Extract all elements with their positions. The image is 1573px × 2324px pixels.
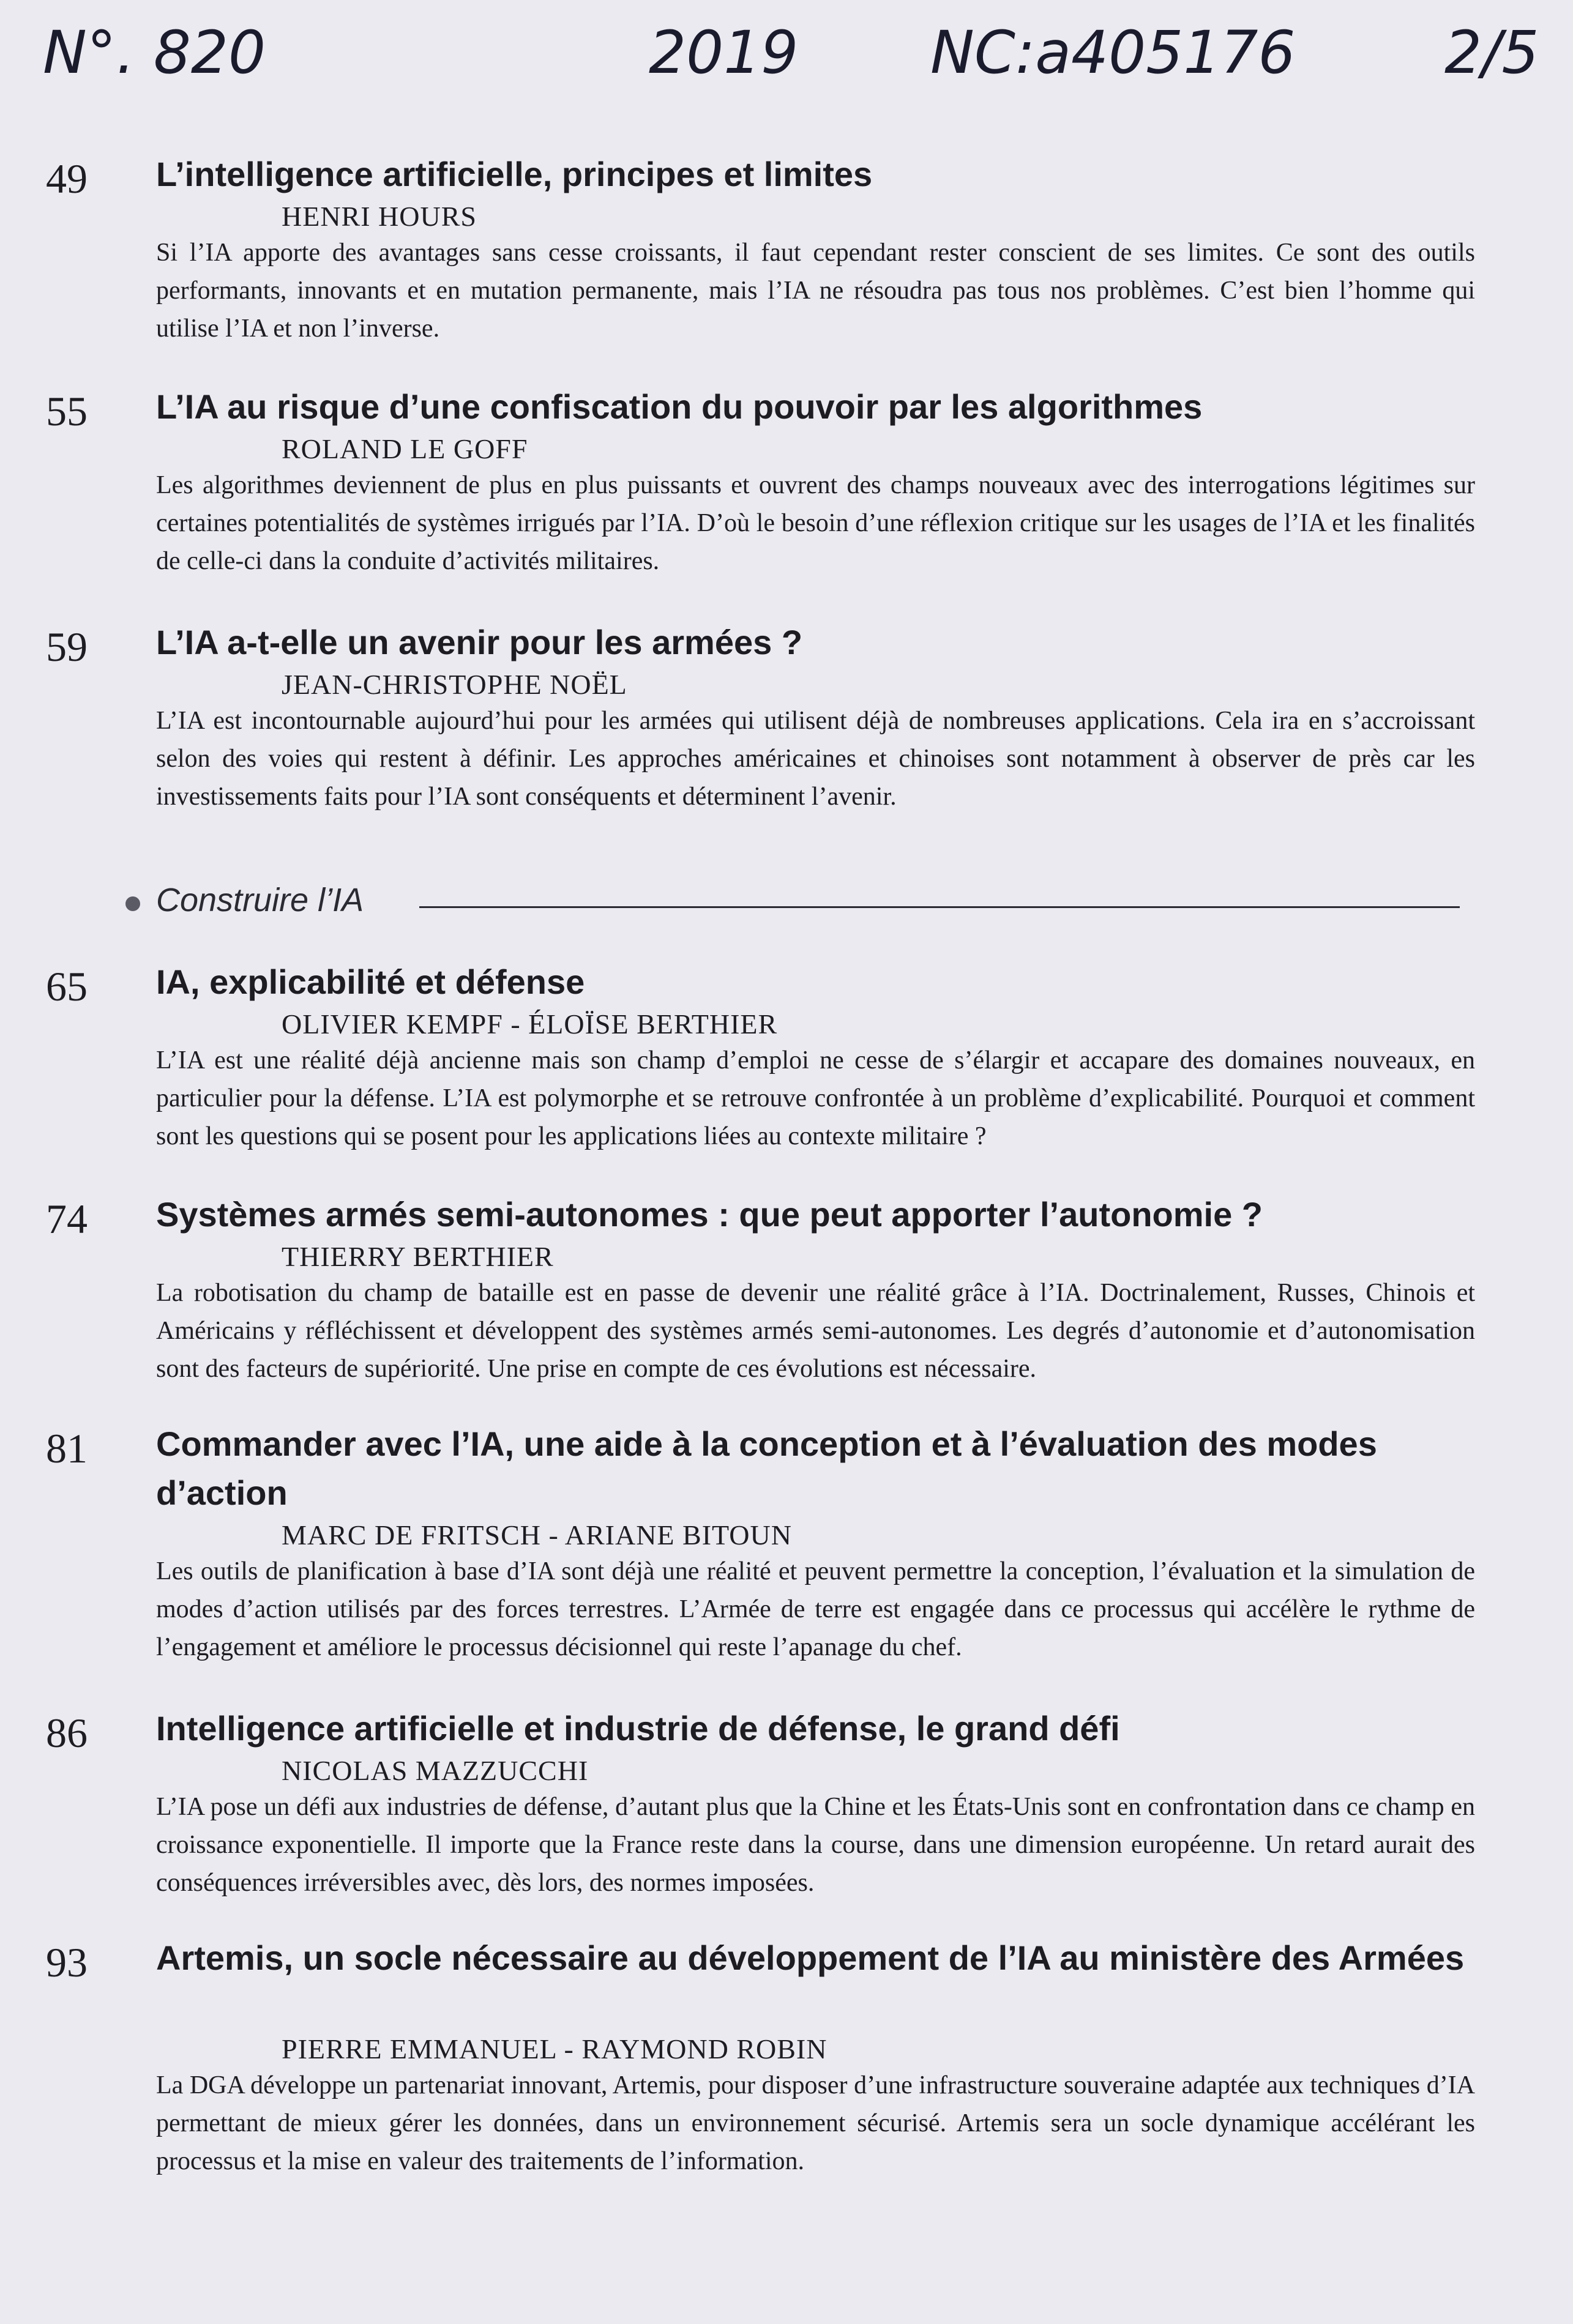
entry-title: Intelligence artificielle et industrie de défense, le grand défi — [156, 1709, 1120, 1748]
entry-page-number: 74 — [46, 1196, 88, 1242]
stamp-page: 2/5 — [1444, 18, 1539, 87]
stamp-reference: NC:a405176 — [930, 18, 1296, 87]
entry-author: PIERRE EMMANUEL - RAYMOND ROBIN — [282, 2033, 828, 2065]
entry-page-number: 49 — [46, 155, 88, 202]
section-label: Construire l’IA — [156, 882, 364, 918]
section-rule — [419, 906, 1460, 908]
entry-description: La robotisation du champ de bataille est en passe de devenir une réalité grâce à l’IA. Doctrinalement, Russes, Chinois et Américains y réfléchissent et développent des systèmes armés semi-autonomes. Les degrés d’autonomie et d’autonomisation sont des facteurs de supériorité. Une prise en compte de ces évolutions est nécessaire. — [156, 1279, 1475, 1383]
entry-author: MARC DE FRITSCH - ARIANE BITOUN — [282, 1519, 792, 1551]
entry-description: L’IA pose un défi aux industries de défense, d’autant plus que la Chine et les États-Unis sont en confrontation dans ce champ en croissance exponentielle. Il importe que la France reste dans la course, dans une dimension européenne. Un retard aurait des conséquences irréversibles avec, dès lors, des normes imposées. — [156, 1793, 1475, 1897]
entry-page-number: 55 — [46, 388, 88, 434]
entry-title: Artemis, un socle nécessaire au développement de l’IA au ministère des Armées — [156, 1939, 1465, 1977]
entry-description: Les algorithmes deviennent de plus en plus puissants et ouvrent des champs nouveaux avec des interrogations légitimes sur certaines potentialités de systèmes irrigués par l’IA. D’où le besoin d’une réflexion critique sur les usages de l’IA et les finalités de celle-ci dans la conduite d’activités militaires. — [156, 471, 1475, 575]
entry-page-number: 93 — [46, 1939, 88, 1986]
handwritten-stamp — [43, 18, 1539, 98]
entry-title: IA, explicabilité et défense — [156, 963, 585, 1001]
section-heading — [122, 881, 1460, 924]
entry-page-number: 65 — [46, 963, 88, 1010]
entry-title: L’intelligence artificielle, principes et limites — [156, 155, 873, 193]
entry-title: L’IA a-t-elle un avenir pour les armées ? — [156, 623, 803, 661]
stamp-year: 2019 — [649, 18, 799, 87]
entry-description: L’IA est une réalité déjà ancienne mais son champ d’emploi ne cesse de s’élargir et accapare des domaines nouveaux, en particulier pour la défense. L’IA est polymorphe et se retrouve confrontée à un problème d’explicabilité. Pourquoi et comment sont les questions qui se posent pour les applications liées au contexte militaire ? — [156, 1046, 1475, 1150]
entry-title: Commander avec l’IA, une aide à la conception et à l’évaluation des modes d’action — [156, 1425, 1377, 1512]
entry-description: L’IA est incontournable aujourd’hui pour les armées qui utilisent déjà de nombreuses applications. Cela ira en s’accroissant selon des voies qui restent à définir. Les approches américaines et chinoises sont notamment à observer de près car les investissements faits pour l’IA sont conséquents et déterminent l’avenir. — [156, 707, 1475, 811]
entry-description: La DGA développe un partenariat innovant, Artemis, pour disposer d’une infrastructure souveraine adaptée aux techniques d’IA permettant de mieux gérer les données, dans un environnement sécurisé. Artemis sera un socle dynamique accélérant les processus et la mise en valeur des traitements de l’information. — [156, 2071, 1475, 2175]
entry-author: OLIVIER KEMPF - ÉLOÏSE BERTHIER — [282, 1008, 778, 1040]
entry-author: JEAN-CHRISTOPHE NOËL — [282, 669, 627, 700]
entry-page-number: 86 — [46, 1710, 88, 1756]
stamp-number: N°. 820 — [43, 18, 266, 87]
bullet-icon — [125, 896, 140, 911]
entry-page-number: 81 — [46, 1425, 88, 1472]
entry-author: HENRI HOURS — [282, 201, 477, 232]
entry-author: NICOLAS MAZZUCCHI — [282, 1755, 589, 1786]
entry-page-number: 59 — [46, 624, 88, 670]
entry-title: L’IA au risque d’une confiscation du pouvoir par les algorithmes — [156, 387, 1203, 426]
entry-description: Si l’IA apporte des avantages sans cesse croissants, il faut cependant rester conscient de ses limites. Ce sont des outils performants, innovants et en mutation permanente, mais l’IA ne résoudra pas tous nos problèmes. C’est bien l’homme qui utilise l’IA et non l’inverse. — [156, 239, 1475, 343]
entry-title: Systèmes armés semi-autonomes : que peut apporter l’autonomie ? — [156, 1195, 1263, 1234]
entry-author: THIERRY BERTHIER — [282, 1241, 554, 1272]
entry-description: Les outils de planification à base d’IA sont déjà une réalité et peuvent permettre la conception, l’évaluation et la simulation de modes d’action utilisés par des forces terrestres. L’Armée de terre est engagée dans ce processus qui accélère le rythme de l’engagement et améliore le processus décisionnel qui reste l’apanage du chef. — [156, 1557, 1475, 1661]
entry-author: ROLAND LE GOFF — [282, 433, 528, 464]
